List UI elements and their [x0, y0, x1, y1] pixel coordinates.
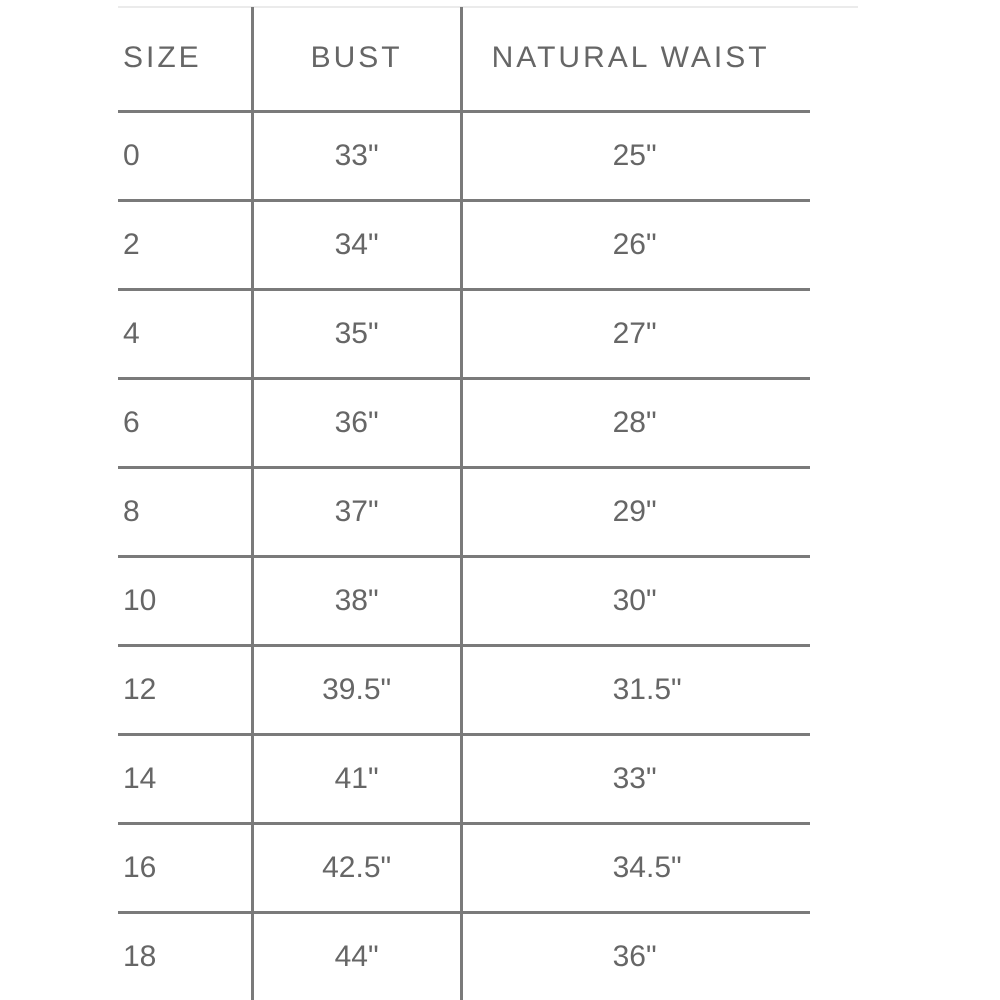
cell-bust: 34": [252, 200, 461, 289]
cell-natural-waist: 26": [461, 200, 810, 289]
header-bust: BUST: [252, 7, 461, 111]
cell-size: 6: [118, 378, 252, 467]
cell-natural-waist: 36": [461, 912, 810, 1000]
cell-bust: 42.5": [252, 823, 461, 912]
cell-natural-waist: 25": [461, 111, 810, 200]
cell-size: 12: [118, 645, 252, 734]
table-header-row: [118, 7, 810, 111]
table-row: [118, 556, 810, 645]
size-chart-scroll-area[interactable]: [118, 0, 858, 1000]
cell-size: 8: [118, 467, 252, 556]
cell-bust: 37": [252, 467, 461, 556]
table-row: [118, 378, 810, 467]
header-natural-waist: NATURAL WAIST: [461, 7, 810, 111]
cell-size: 10: [118, 556, 252, 645]
cell-bust: 35": [252, 289, 461, 378]
table-row: [118, 111, 810, 200]
table-row: [118, 200, 810, 289]
table-row: [118, 912, 810, 1000]
cell-natural-waist: 29": [461, 467, 810, 556]
cell-size: 18: [118, 912, 252, 1000]
table-row: [118, 823, 810, 912]
cell-bust: 41": [252, 734, 461, 823]
cell-size: 14: [118, 734, 252, 823]
cell-bust: 38": [252, 556, 461, 645]
cell-natural-waist: 31.5": [461, 645, 810, 734]
cell-size: 0: [118, 111, 252, 200]
cell-size: 4: [118, 289, 252, 378]
header-size: SIZE: [118, 7, 252, 111]
size-chart-table: [118, 7, 810, 1000]
cell-size: 16: [118, 823, 252, 912]
table-row: [118, 734, 810, 823]
cell-natural-waist: 33": [461, 734, 810, 823]
cell-bust: 33": [252, 111, 461, 200]
cell-bust: 44": [252, 912, 461, 1000]
table-row: [118, 467, 810, 556]
cell-natural-waist: 28": [461, 378, 810, 467]
cell-natural-waist: 27": [461, 289, 810, 378]
cell-size: 2: [118, 200, 252, 289]
cell-bust: 36": [252, 378, 461, 467]
cell-bust: 39.5": [252, 645, 461, 734]
cell-natural-waist: 30": [461, 556, 810, 645]
table-row: [118, 645, 810, 734]
table-row: [118, 289, 810, 378]
cell-natural-waist: 34.5": [461, 823, 810, 912]
